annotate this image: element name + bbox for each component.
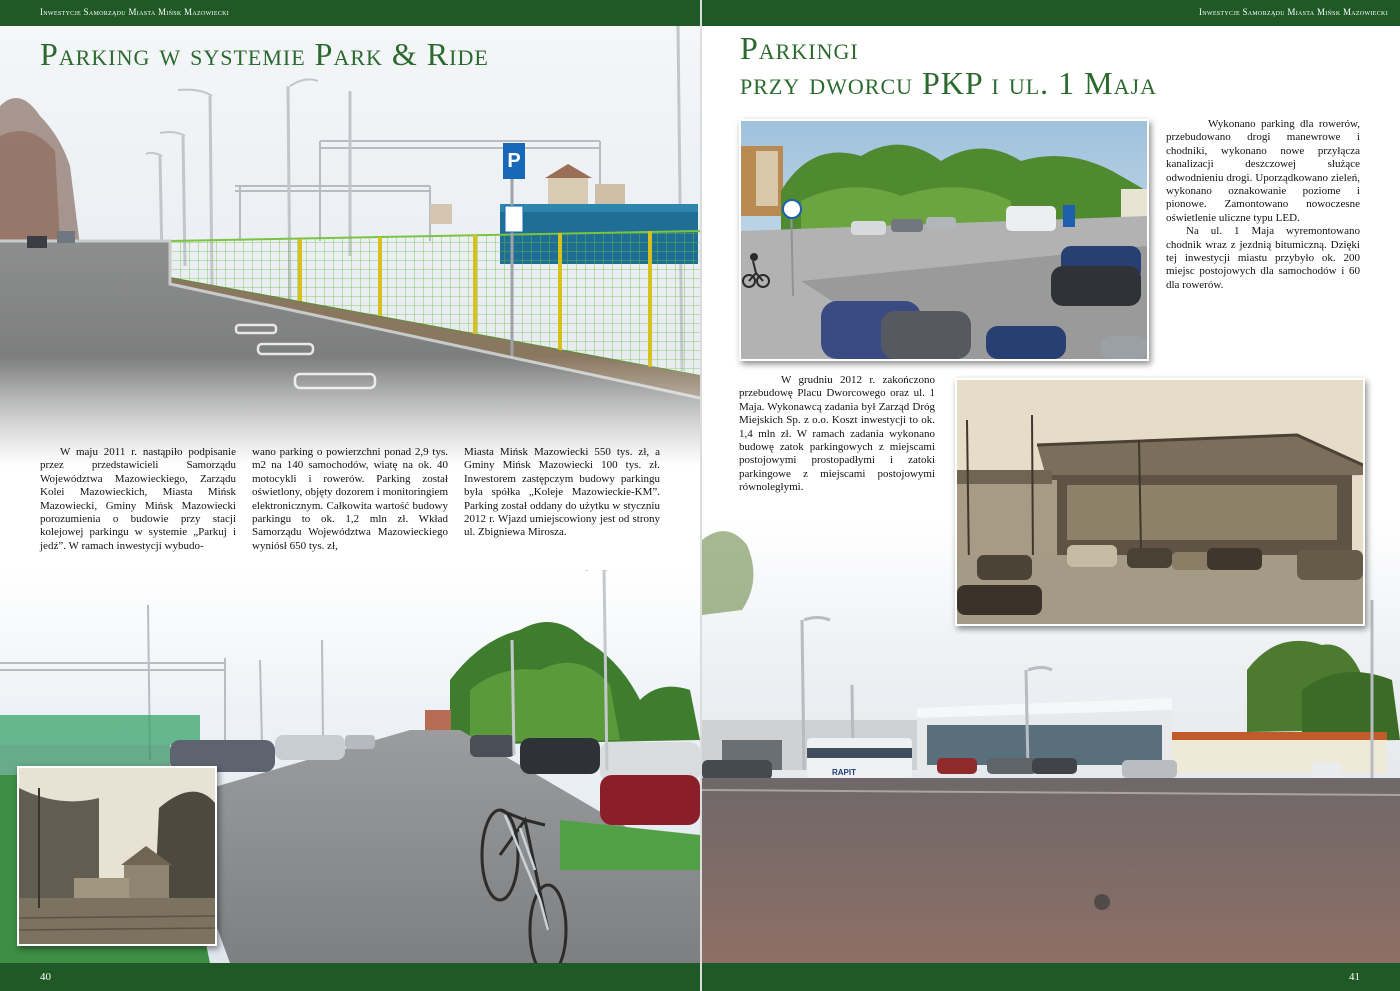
page-title-line-2: przy dworcu PKP i ul. 1 Maja bbox=[740, 65, 1157, 101]
paragraph: Miasta Mińsk Mazowiecki 550 tys. zł, a Gminy Mińsk Mazowiecki 100 tys. zł. Inwestorem zastępczym budowy parkingu była spółka „Koleje Mazowieckie-KM”. Parking został oddany do użytku w styczniu 2012 r. Wjazd umiejscowiony jest od strony ul. Zbigniewa Mirosza. bbox=[464, 446, 660, 539]
text-column-1 bbox=[40, 446, 236, 553]
text-block-top bbox=[1166, 118, 1360, 292]
running-header: Inwestycje Samorządu Miasta Mińsk Mazowiecki bbox=[40, 7, 230, 17]
header-bar bbox=[702, 0, 1400, 26]
page-title: Parking w systemie Park & Ride bbox=[40, 36, 489, 72]
text-column-3 bbox=[464, 446, 660, 540]
text-column-2 bbox=[252, 446, 448, 553]
photo-station-building-sepia bbox=[955, 378, 1365, 626]
header-bar bbox=[0, 0, 700, 26]
paragraph: wano parking o powierzchni ponad 2,9 tys. m2 na 140 samochodów, wiatę na ok. 40 motocykli i rowerów. Parking został oświetlony, objęty dozorem i monitoringiem elektronicznym. Całkowita wartość budowy parkingu to ok. 1,2 mln zł. Wkład Samorządu Województwa Mazowieckiego wyniósł 650 tys. zł, bbox=[252, 446, 448, 552]
paragraph: W grudniu 2012 r. zakończono przebudowę Placu Dworcowego oraz ul. 1 Maja. Wykonawcą zadania był Zarząd Dróg Miejskich Sp. z o.o. Koszt inwestycji to ok. 1,4 mln zł. W ramach zadania wykonano budowę zatok parkingowych z miejscami postojowymi prostopadłymi i zatoki parkingowe z miejscami postojowymi równoległymi. bbox=[739, 374, 935, 494]
paragraph: W maju 2011 r. nastąpiło podpisanie przez przedstawicieli Samorządu Województwa Mazowieckiego, Zarządu Kolei Mazowieckich, Miasta Mińsk Mazowiecki, Gminy Mińsk Mazowiecki porozumienia o budowie przy stacji kolejowej parkingu w systemie „Parkuj i jedź”. W ramach inwestycji wybudo- bbox=[40, 446, 236, 552]
paragraph: Na ul. 1 Maja wyremontowano chodnik wraz z jezdnią bitumiczną. Dzięki tej inwestycji miastu przybyło ok. 200 miejsc postojowych dla samochodów i 60 dla rowerów. bbox=[1166, 225, 1360, 291]
page-title-line-1: Parkingi bbox=[740, 30, 859, 66]
text-block-middle bbox=[739, 374, 935, 495]
footer-bar bbox=[702, 963, 1400, 991]
paragraph: Wykonano parking dla rowerów, przebudowano drogi manewrowe i chodniki, wykonano nowe przyłącza kanalizacji deszczowej służące odwodnieniu drogi. Uporządkowano zieleń, wykonano oznakowanie poziome i pionowe. Zamontowano nowoczesne oświetlenie uliczne typu LED. bbox=[1166, 118, 1360, 224]
parking-sign-letter: P bbox=[507, 150, 521, 172]
photo-park-and-ride-parking bbox=[0, 26, 700, 466]
page-number: 41 bbox=[1349, 971, 1360, 983]
bus-label: RAPIT bbox=[832, 768, 856, 777]
running-header: Inwestycje Samorządu Miasta Mińsk Mazowiecki bbox=[1198, 7, 1388, 17]
footer-bar bbox=[0, 963, 700, 991]
photo-historic-station-sepia bbox=[17, 766, 217, 946]
page-number: 40 bbox=[40, 971, 51, 983]
photo-parking-near-station bbox=[739, 119, 1149, 361]
right-page bbox=[702, 0, 1400, 991]
